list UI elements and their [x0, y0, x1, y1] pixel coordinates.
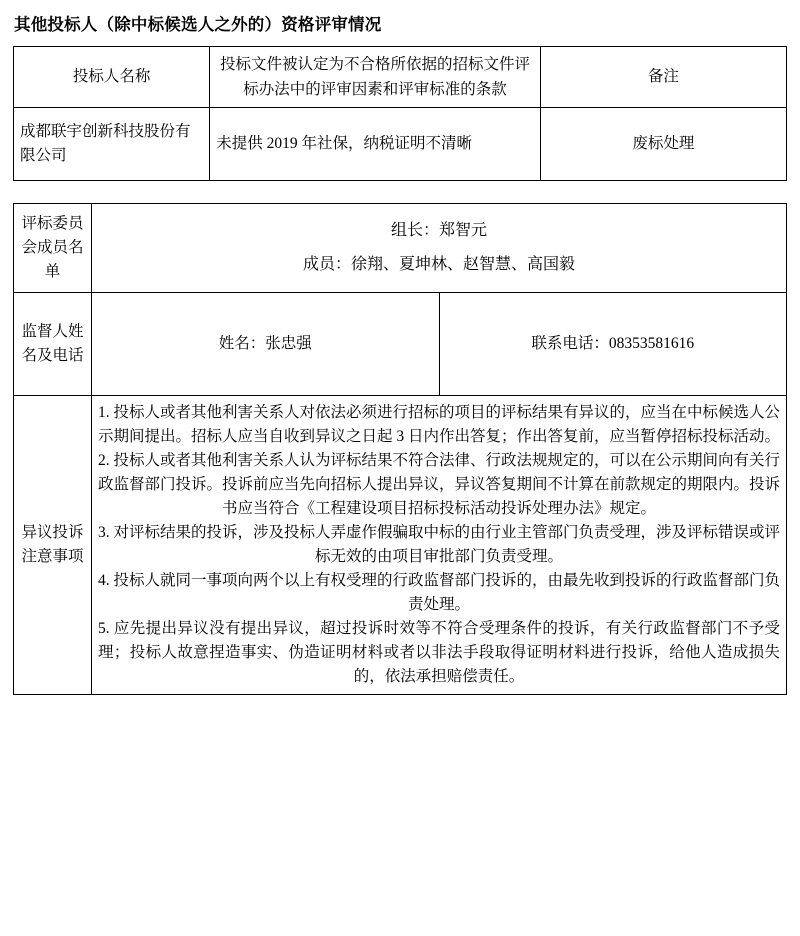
- label-committee-members: 评标委员会成员名单: [14, 204, 92, 293]
- column-header-remark: 备注: [540, 47, 786, 108]
- cell-reason: 未提供 2019 年社保，纳税证明不清晰: [210, 108, 540, 181]
- supervisor-row: [14, 293, 787, 396]
- cell-bidder-name: 成都联宇创新科技股份有限公司: [14, 108, 210, 181]
- notice-item: 4. 投标人就同一事项向两个以上有权受理的行政监督部门投诉的，由最先收到投诉的行政监督部门负责处理。: [98, 572, 781, 613]
- column-header-bidder-name: 投标人名称: [14, 47, 210, 108]
- page-title: 其他投标人（除中标候选人之外的）资格评审情况: [14, 15, 382, 34]
- table-spacer: [12, 181, 788, 203]
- cell-supervisor-phone: 联系电话：08353581616: [439, 293, 787, 396]
- column-header-reason: 投标文件被认定为不合格所依据的招标文件评标办法中的评审因素和评审标准的条款: [210, 47, 540, 108]
- label-notice: 异议投诉注意事项: [14, 396, 92, 695]
- cell-supervisor-name: 姓名：张忠强: [92, 293, 440, 396]
- committee-members: 成员：徐翔、夏坤林、赵智慧、高国毅: [302, 256, 575, 273]
- committee-row: [14, 204, 787, 293]
- notice-row: [14, 396, 787, 695]
- table-row: [14, 108, 787, 181]
- notice-item: 2. 投标人或者其他利害关系人认为评标结果不符合法律、行政法规规定的，可以在公示期间向有关行政监督部门投诉。投诉前应当先向招标人提出异议，异议答复期间不计算在前款规定的期限内。投诉书应当符合《工程建设项目招标投标活动投诉处理办法》规定。: [98, 452, 781, 517]
- notice-item: 3. 对评标结果的投诉，涉及投标人弄虚作假骗取中标的由行业主管部门负责受理，涉及评标错误或评标无效的由项目审批部门负责受理。: [98, 524, 781, 565]
- cell-remark: 废标处理: [540, 108, 786, 181]
- committee-table: [13, 203, 787, 695]
- label-supervisor: 监督人姓名及电话: [14, 293, 92, 396]
- cell-notice-items: [92, 396, 787, 695]
- notice-item: 5. 应先提出异议没有提出异议，超过投诉时效等不符合受理条件的投诉，有关行政监督部门不予受理；投标人故意捏造事实、伪造证明材料或者以非法手段取得证明材料进行投诉，给他人造成损失的，依法承担赔偿责任。: [98, 620, 780, 685]
- table-header-row: [14, 47, 787, 108]
- committee-leader: 组长：郑智元: [390, 222, 487, 239]
- other-bidders-table: [13, 46, 787, 181]
- cell-committee-members: [92, 204, 787, 293]
- notice-item: 1. 投标人或者其他利害关系人对依法必须进行招标的项目的评标结果有异议的，应当在中标候选人公示期间提出。招标人应当自收到异议之日起 3 日内作出答复；作出答复前，应当暂停招标投标活动。: [98, 404, 781, 445]
